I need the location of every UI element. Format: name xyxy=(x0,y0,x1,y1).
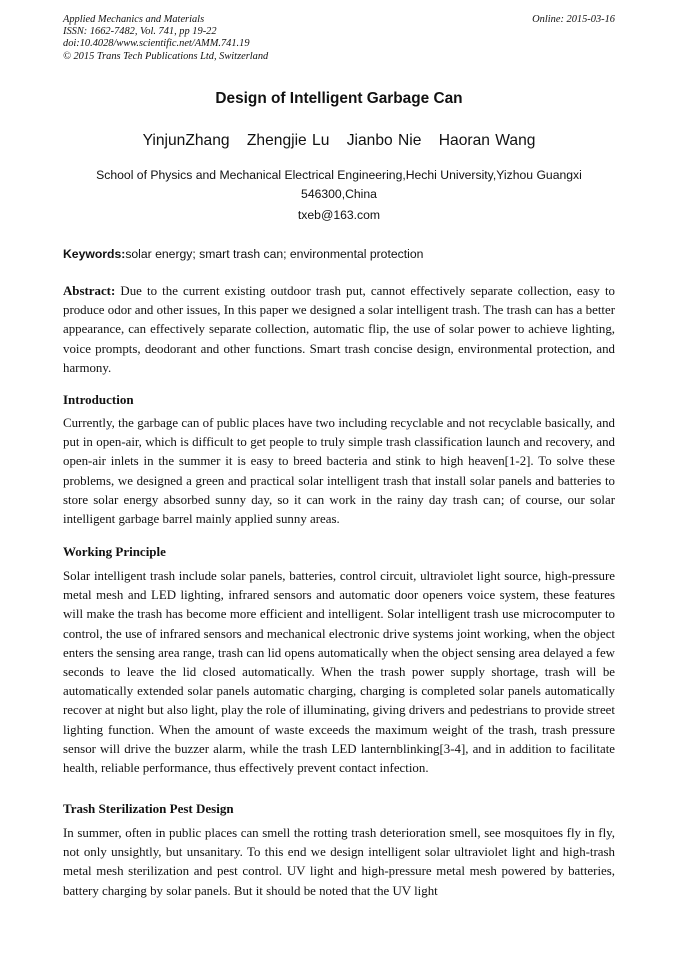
keywords-label: Keywords: xyxy=(63,247,126,261)
section-heading-sterilization: Trash Sterilization Pest Design xyxy=(63,801,234,816)
section-text-sterilization: In summer, often in public places can smell the rotting trash deterioration smell, see mosquitoes fly in fly, not only unsightly, but unsanitary. To this end we design intelligent solar ultraviolet light and high-trash metal mesh sterilization and pest control. UV light and high-pressure metal mesh powered by batteries, battery charging by solar panels. But it should be noted that the UV light xyxy=(63,826,615,898)
author-name: Haoran Wang xyxy=(438,132,536,149)
journal-header xyxy=(63,14,268,63)
copyright-line: © 2015 Trans Tech Publications Ltd, Switzerland xyxy=(63,50,269,62)
abstract-label: Abstract: xyxy=(63,284,116,298)
journal-name: Applied Mechanics and Materials xyxy=(63,14,205,25)
abstract xyxy=(63,282,615,378)
author-name: Zhengjie Lu xyxy=(246,132,330,149)
abstract-text: Due to the current existing outdoor trash put, cannot effectively separate collection, easy to produce odor and other issues, In this paper we designed a solar intelligent trash. The trash can has a better appearance, can effectively separate collection, automatic flip, the use of solar power to achieve lighting, voice prompts, deodorant and other functions. Smart trash concise design, environmental protection, and harmony. xyxy=(63,284,615,375)
online-date: Online: 2015-03-16 xyxy=(532,14,615,25)
section-text-working-principle: Solar intelligent trash include solar panels, batteries, control circuit, ultraviolet light source, high-pressure metal mesh and LED lighting, infrared sensors and automatic door openers voice system, these features will make the trash has become more efficient and intelligent. Solar intelligent trash use microcomputer to control, the use of infrared sensors and mechanical electronic drive systems joint working, when the object enters the sensing area range, trash can lid opens automatically when the object sensing area delayed a few seconds to leave the lid closed automatically. When the trash power supply shortage, trash will be automatically extended solar panels automatic charging, charging is completed solar panels automatically recover at night but also light, play the role of illuminating, giving drivers and pedestrians to provide street lighting function. When the amount of waste exceeds the maximum weight of the trash, trash pressure sensor will drive the buzzer alarm, while the trash LED lanternblinking[3-4], and in addition to facilitate health, reliable performance, thus effectively prevent contact infection. xyxy=(63,569,615,776)
section-heading-working-principle: Working Principle xyxy=(63,544,166,559)
author-list xyxy=(0,132,678,150)
author-name: Jianbo Nie xyxy=(346,132,422,149)
affiliation: School of Physics and Mechanical Electrical Engineering,Hechi University,Yizhou Guangxi 546300,China xyxy=(96,168,582,201)
keywords-text: solar energy; smart trash can; environmental protection xyxy=(125,247,424,261)
author-name: YinjunZhang xyxy=(142,132,230,149)
author-email[interactable]: txeb@163.com xyxy=(297,208,381,222)
section-heading-introduction: Introduction xyxy=(63,392,134,407)
paper-title: Design of Intelligent Garbage Can xyxy=(215,90,463,107)
keywords xyxy=(63,247,615,261)
doi-line[interactable]: doi:10.4028/www.scientific.net/AMM.741.19 xyxy=(63,38,250,50)
section-text-introduction: Currently, the garbage can of public places have two including recyclable and not recyclable basically, and put in open-air, which is difficult to get people to truly simple trash classification launch and recovery, and open-air inlets in the summer it is easy to breed bacteria and stink to high heaven[1-2]. To solve these problems, we designed a green and practical solar intelligent trash that install solar panels and batteries to store solar energy absorbed sunny day, so it can work in the rainy day trash can; of course, our solar intelligent garbage barrel mainly applied sunny areas. xyxy=(63,416,615,527)
issn-line: ISSN: 1662-7482, Vol. 741, pp 19-22 xyxy=(63,26,217,38)
